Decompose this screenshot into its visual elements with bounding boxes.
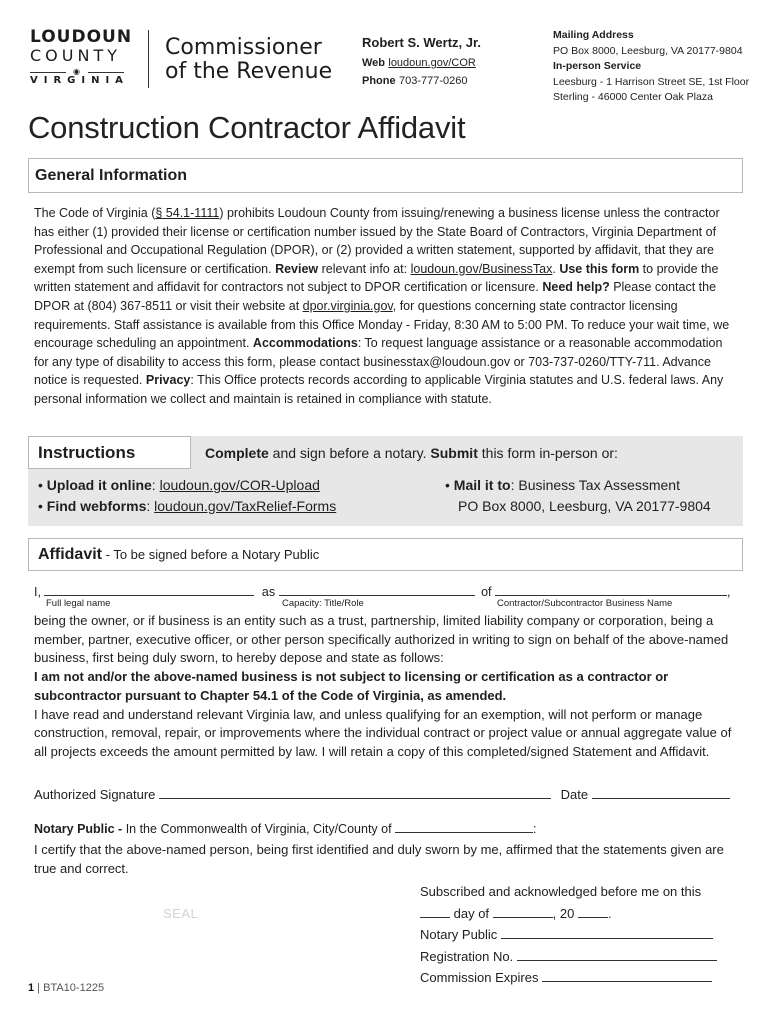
- date-label: Date: [560, 787, 589, 802]
- mailing-label: Mailing Address: [553, 29, 634, 41]
- signature-field[interactable]: [159, 786, 551, 799]
- page-title: Construction Contractor Affidavit: [28, 110, 466, 145]
- general-info-text: The Code of Virginia (§ 54.1-1111) prohibits Loudoun County from issuing/renewing a business license unless the contractor has either (1) provided their license or certification number issued by the State Board of Contractors, Virginia Department of Professional and Occupational Regulation (DPOR), or (2) provided a written statement, supported by affidavit, that they are exempt from such licensure or certification. Review relevant info at: loudoun.gov/BusinessTax. Use this form to provide the written statement and affidavit for contractors not subject to DPOR certification or licensure. Need help? Please contact the DPOR at (804) 367-8511 or visit their website at dpor.virginia.gov, for questions concerning state contractor licensing requirements. Staff assistance is available from this Office Monday - Friday, 8:30 AM to 5:00 PM. To reduce your wait time, we encourage scheduling an appointment. Accommodations: To request language assistance or a reasonable accommodation for any type of disability to access this form, please contact businesstax@loudoun.gov or 703-737-0260/TTY-711. Advance notice is requested. Privacy: This Office protects records according to applicable Virginia statutes and U.S. federal laws. Any personal information we collect and maintain is retained in compliance with statute.: [34, 206, 730, 406]
- webforms-link[interactable]: loudoun.gov/TaxRelief-Forms: [154, 498, 337, 514]
- dpor-link[interactable]: dpor.virginia.gov: [302, 298, 393, 313]
- capacity-field[interactable]: [279, 583, 475, 596]
- logo-county-text: COUNTY: [30, 46, 121, 65]
- exemption-statement: I am not and/or the above-named business is not subject to licensing or certification as a contractor or subcontractor pursuant to Chapter 54.1 of the Code of Virginia, as amended.: [34, 669, 669, 703]
- affidavit-body: being the owner, or if business is an entity such as a trust, partnership, limited liability company or corporation, being a member, partner, executive officer, or other person specifically authorized in writing to sign on behalf of the above-named business, first being duly sworn, to hereby depose and state as follows: I am not and/or the above-named business is not subject to licensing or certification as a contractor or subcontractor pursuant to Chapter 54.1 of the Code of Virginia, as amended. I have read and understand relevant Virginia law, and unless qualifying for an exemption, will not perform or manage construction, removal, repair, or improvements where the individual contract or project value or annual aggregate value of all projects exceeds the amount permitted by law. I will retain a copy of this completed/signed Statement and Affidavit.: [34, 613, 732, 759]
- instructions-header: [28, 436, 191, 469]
- inperson-leesburg: Leesburg - 1 Harrison Street SE, 1st Floor: [553, 75, 750, 88]
- general-info-header: [28, 158, 743, 193]
- upload-link[interactable]: loudoun.gov/COR-Upload: [159, 477, 320, 493]
- commission-field[interactable]: [542, 969, 712, 982]
- notary-block: Subscribed and acknowledged before me on this day of , 20 . Notary Public Registration No. Commission Expires: [420, 881, 717, 989]
- caption-capacity: Capacity: Title/Role: [282, 598, 364, 609]
- notary-row: Notary Public - In the Commonwealth of Virginia, City/County of :: [34, 822, 537, 836]
- instructions-heading: Instructions: [38, 443, 136, 462]
- inperson-sterling: Sterling - 46000 Center Oak Plaza: [553, 91, 713, 103]
- signature-label: Authorized Signature: [34, 787, 156, 802]
- year-field[interactable]: [578, 905, 608, 918]
- county-logo: [30, 27, 133, 88]
- list-item: • Upload it online: loudoun.gov/COR-Upload: [38, 477, 320, 493]
- business-name-field[interactable]: [495, 583, 727, 596]
- office-contact: [553, 28, 749, 106]
- month-field[interactable]: [493, 905, 553, 918]
- date-field[interactable]: [592, 786, 730, 799]
- list-item: • Find webforms: loudoun.gov/TaxRelief-Forms: [38, 498, 337, 514]
- instructions-mail: • Mail it to: Business Tax Assessment PO Box 8000, Leesburg, VA 20177-9804: [445, 477, 711, 514]
- office-name: Commissioner of the Revenue: [165, 35, 333, 84]
- commissioner-info: Robert S. Wertz, Jr. Web loudoun.gov/COR Phone 703-777-0260: [362, 35, 481, 87]
- seal-placeholder: SEAL: [163, 906, 199, 921]
- mailing-address: PO Box 8000, Leesburg, VA 20177-9804: [553, 44, 743, 57]
- caption-business: Contractor/Subcontractor Business Name: [497, 598, 673, 609]
- commissioner-name: Robert S. Wertz, Jr.: [362, 35, 481, 50]
- logo-seal-rule: [30, 68, 126, 76]
- caption-full-name: Full legal name: [46, 598, 111, 609]
- seal-icon: ◉: [73, 67, 80, 76]
- affiant-fields: I, as of ,: [34, 585, 731, 599]
- page-footer: 1 | BTA10-1225: [28, 982, 105, 994]
- notary-name-field[interactable]: [501, 926, 713, 939]
- signature-row: [34, 786, 739, 802]
- notary-certify: I certify that the above-named person, being first identified and duly sworn by me, affirmed that the statements given are true and correct.: [34, 842, 724, 876]
- phone-number: 703-777-0260: [398, 75, 468, 87]
- web-link[interactable]: loudoun.gov/COR: [388, 57, 476, 69]
- instructions-online-list: [38, 475, 336, 517]
- logo-virginia-text: VIRGINIA: [30, 75, 129, 86]
- full-name-field[interactable]: [44, 583, 254, 596]
- business-tax-link[interactable]: loudoun.gov/BusinessTax: [410, 261, 553, 276]
- affidavit-heading: Affidavit: [38, 546, 102, 563]
- registration-field[interactable]: [517, 948, 717, 961]
- day-field[interactable]: [420, 905, 450, 918]
- affidavit-header: Affidavit - To be signed before a Notary Public: [28, 538, 743, 571]
- instructions-lead: Complete and sign before a notary. Submit this form in-person or:: [205, 445, 618, 461]
- logo-loudoun-text: LOUDOUN: [30, 27, 133, 47]
- general-info-heading: General Information: [35, 167, 188, 184]
- city-county-field[interactable]: [395, 820, 533, 833]
- code-link[interactable]: § 54.1-1111: [155, 206, 220, 220]
- inperson-label: In-person Service: [553, 60, 642, 72]
- logo-divider: [148, 30, 149, 88]
